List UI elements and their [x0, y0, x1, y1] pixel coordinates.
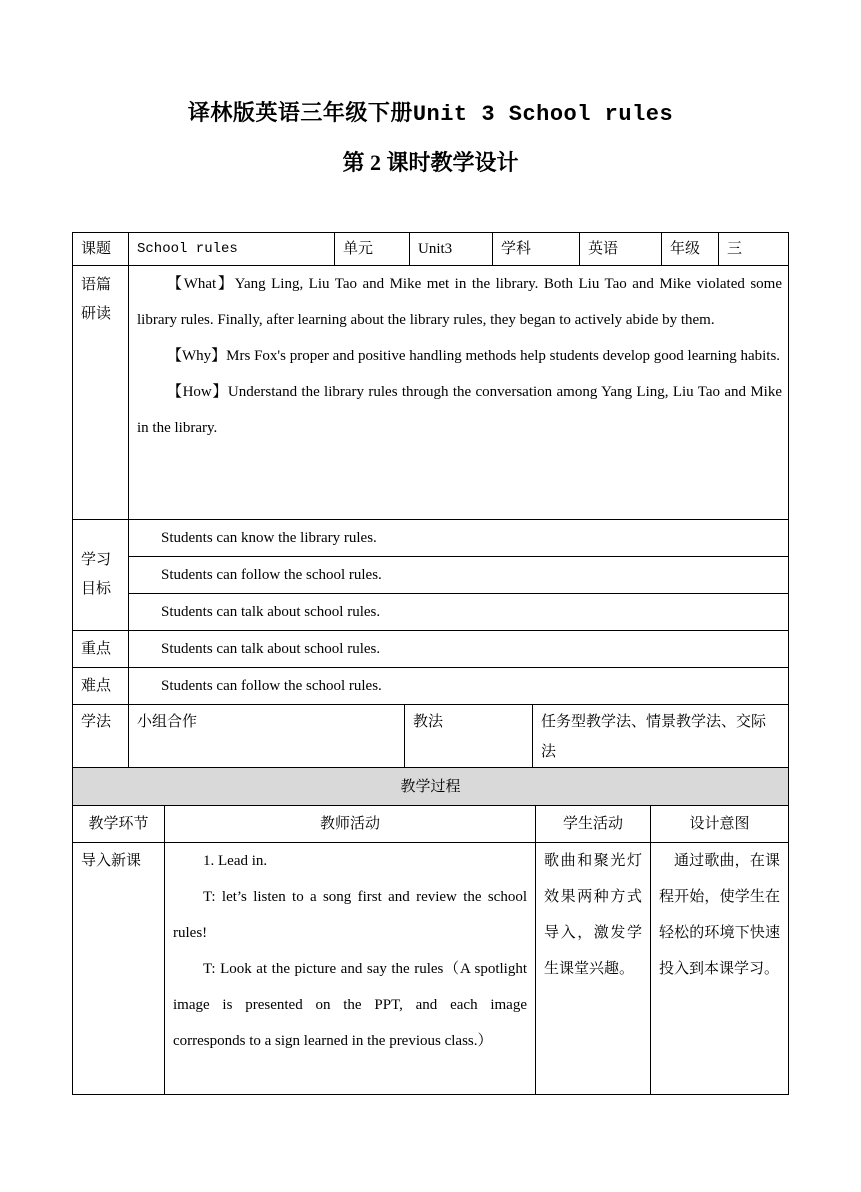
column-header-teacher: 教师活动 — [165, 806, 536, 843]
document-title — [0, 96, 861, 127]
process-table — [72, 767, 789, 1095]
student-activity-cell: 歌曲和聚光灯效果两种方式导入，激发学生课堂兴趣。 — [536, 843, 651, 1095]
table-row — [73, 843, 789, 1095]
reading-what: 【What】Yang Ling, Liu Tao and Mike met in the library. Both Liu Tao and Mike violated some library rules. Finally, after learning about the library rules, they began to actively abide by them. — [137, 276, 782, 328]
teacher-step: 1. Lead in. — [203, 853, 268, 869]
title-english: Unit 3 School rules — [412, 102, 674, 127]
column-header-student: 学生活动 — [536, 806, 651, 843]
grade-label: 年级 — [662, 233, 719, 266]
analysis-table — [72, 265, 789, 705]
key-point-value: Students can talk about school rules. — [129, 631, 789, 668]
teach-method-value: 任务型教学法、情景教学法、交际法 — [533, 705, 789, 768]
design-intent-cell: 通过歌曲，在课程开始，使学生在轻松的环境下快速投入到本课学习。 — [651, 843, 789, 1095]
reading-label: 语篇研读 — [73, 266, 129, 520]
subject-label: 学科 — [493, 233, 580, 266]
objective-item: Students can know the library rules. — [129, 520, 789, 557]
study-method-label: 学法 — [73, 705, 129, 768]
objectives-label: 学习目标 — [73, 520, 129, 631]
stage-cell: 导入新课 — [73, 843, 165, 1095]
difficulty-label: 难点 — [73, 668, 129, 705]
column-header-stage: 教学环节 — [73, 806, 165, 843]
teacher-step: T: Look at the picture and say the rules（A spotlight image is presented on the PPT, and each image corresponds to a sign learned in the previous class.） — [173, 961, 527, 1049]
key-point-label: 重点 — [73, 631, 129, 668]
reading-content — [129, 266, 789, 520]
reading-why: 【Why】Mrs Fox's proper and positive handling methods help students develop good learning habits. — [167, 348, 781, 364]
teach-method-label: 教法 — [405, 705, 533, 768]
title-chinese: 译林版英语三年级下册 — [187, 100, 413, 125]
difficulty-value: Students can follow the school rules. — [129, 668, 789, 705]
unit-value: Unit3 — [410, 233, 493, 266]
subject-value: 英语 — [580, 233, 662, 266]
lesson-subtitle: 第 2 课时教学设计 — [342, 150, 519, 175]
objective-item: Students can talk about school rules. — [129, 594, 789, 631]
study-method-value: 小组合作 — [129, 705, 405, 768]
topic-label: 课题 — [73, 233, 129, 266]
grade-value: 三 — [719, 233, 789, 266]
column-header-intent: 设计意图 — [651, 806, 789, 843]
methods-table — [72, 704, 789, 768]
reading-how: 【How】Understand the library rules through the conversation among Yang Ling, Liu Tao and Mike in the library. — [137, 384, 782, 436]
teacher-step: T: let’s listen to a song first and review the school rules! — [173, 889, 527, 941]
process-header: 教学过程 — [73, 768, 789, 806]
unit-label: 单元 — [335, 233, 410, 266]
lesson-plan-table — [72, 232, 788, 1095]
info-table — [72, 232, 789, 266]
teacher-activity-cell — [165, 843, 536, 1095]
objective-item: Students can follow the school rules. — [129, 557, 789, 594]
topic-value: School rules — [129, 233, 335, 266]
